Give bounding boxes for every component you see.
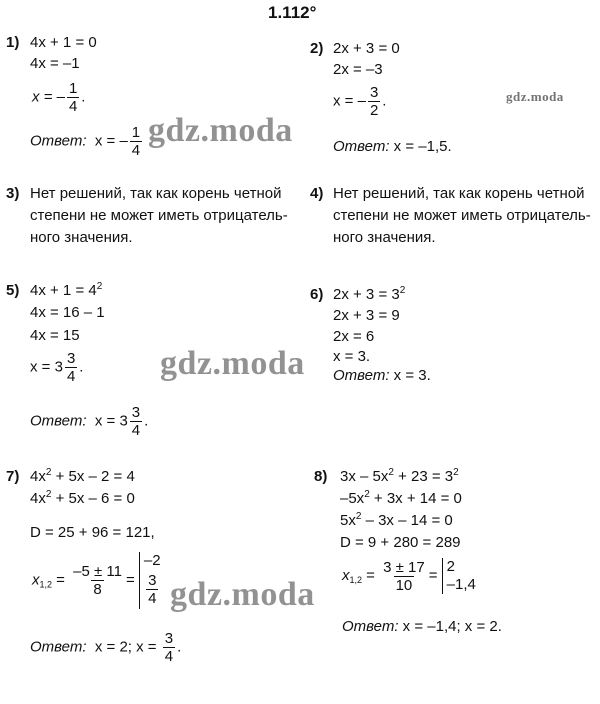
equation-line: $2x + 3 = 3^2$	[333, 285, 406, 303]
answer-label: Ответ:	[333, 138, 390, 155]
discriminant-line: D = 9 + 280 = 289	[340, 534, 461, 551]
problem-number: 1)	[6, 34, 20, 51]
discriminant-line: D = 25 + 96 = 121,	[30, 524, 155, 541]
text-line: ного значения.	[333, 229, 436, 246]
equation-line: 2x + 3 = 9	[333, 307, 400, 324]
fraction: $\frac{1}{4}$	[68, 80, 78, 115]
problem-number: 3)	[6, 185, 20, 202]
solution-line: x = 3 $\frac{3}{4}$ .	[30, 350, 84, 385]
problem-number: 5)	[6, 282, 20, 299]
fraction: $\frac{3}{2}$	[369, 84, 379, 119]
answer-line: Ответ: x = 3 $\frac{3}{4}$ .	[30, 404, 149, 439]
roots-list: 2 –1,4	[442, 558, 476, 594]
problem-number: 7)	[6, 468, 20, 485]
answer-label: Ответ:	[30, 132, 87, 150]
equation-line: 4x = –1	[30, 55, 80, 72]
roots-formula: $x_{1,2}$ = $\frac{-5 \pm 11}{8}$ = –2 $\frac{3}{4}$	[32, 552, 161, 607]
text-line: ного значения.	[30, 229, 133, 246]
equation-line: 2x = 6	[333, 328, 375, 345]
problem-number: 8)	[314, 468, 328, 485]
equation-line: 2x = –3	[333, 61, 383, 78]
roots-list: –2 $\frac{3}{4}$	[139, 552, 161, 609]
watermark: gdz.moda	[148, 112, 293, 149]
problem-number: 6)	[310, 286, 324, 303]
equation-line: 4x = 16 – 1	[30, 304, 105, 321]
answer-line: Ответ: x = 2; x = $\frac{3}{4}$ .	[30, 630, 182, 665]
fraction: $\frac{3}{4}$	[164, 630, 174, 665]
text-line: степени не может иметь отрицатель-	[333, 207, 591, 224]
problem-number: 2)	[310, 40, 324, 57]
answer-line: Ответ: x = –1,4; x = 2.	[342, 618, 502, 635]
answer-label: Ответ:	[30, 412, 87, 430]
answer-line: Ответ: x = 3.	[333, 367, 431, 384]
fraction: $\frac{3 \pm 17}{10}$	[383, 558, 425, 594]
watermark: gdz.moda	[506, 89, 564, 104]
text-line: степени не может иметь отрицатель-	[30, 207, 288, 224]
answer-label: Ответ:	[333, 367, 390, 384]
solution-line: x = – $\frac{3}{2}$ .	[333, 84, 387, 119]
text-line: Нет решений, так как корень четной	[30, 185, 282, 202]
roots-formula: $x_{1,2}$ = $\frac{3 \pm 17}{10}$ = 2 –1,4	[342, 558, 476, 594]
equation-line: $4x + 1 = 4^2$	[30, 281, 103, 299]
equation-line: $4x^2 + 5x - 2 = 4$	[30, 467, 135, 485]
fraction: $\frac{-5 \pm 11}{8}$	[73, 563, 122, 598]
fraction: $\frac{3}{4}$	[66, 350, 76, 385]
equation-line: 4x + 1 = 0	[30, 34, 97, 51]
equation-line: 4x = 15	[30, 327, 80, 344]
equation-line: x = 3.	[333, 348, 371, 365]
fraction: $\frac{1}{4}$	[131, 124, 141, 159]
equation-line: $5x^2 - 3x - 14 = 0$	[340, 511, 453, 529]
fraction: $\frac{3}{4}$	[148, 572, 157, 607]
solution-line: x = – $\frac{1}{4}$ .	[32, 80, 86, 115]
watermark: gdz.moda	[170, 576, 315, 613]
text-line: Нет решений, так как корень четной	[333, 185, 585, 202]
equation-line: $-5x^2 + 3x + 14 = 0$	[340, 489, 462, 507]
equation-line: $3x - 5x^2 + 23 = 3^2$	[340, 467, 459, 485]
answer-line: Ответ: x = – $\frac{1}{4}$	[30, 124, 141, 159]
answer-label: Ответ:	[30, 638, 87, 656]
answer-label: Ответ:	[342, 618, 399, 635]
equation-line: 2x + 3 = 0	[333, 40, 400, 57]
problem-number: 4)	[310, 185, 324, 202]
answer-line: Ответ: x = –1,5.	[333, 138, 452, 155]
equation-line: $4x^2 + 5x - 6 = 0$	[30, 489, 135, 507]
page-title: 1.112°	[268, 3, 317, 22]
watermark: gdz.moda	[160, 345, 305, 382]
fraction: $\frac{3}{4}$	[131, 404, 141, 439]
